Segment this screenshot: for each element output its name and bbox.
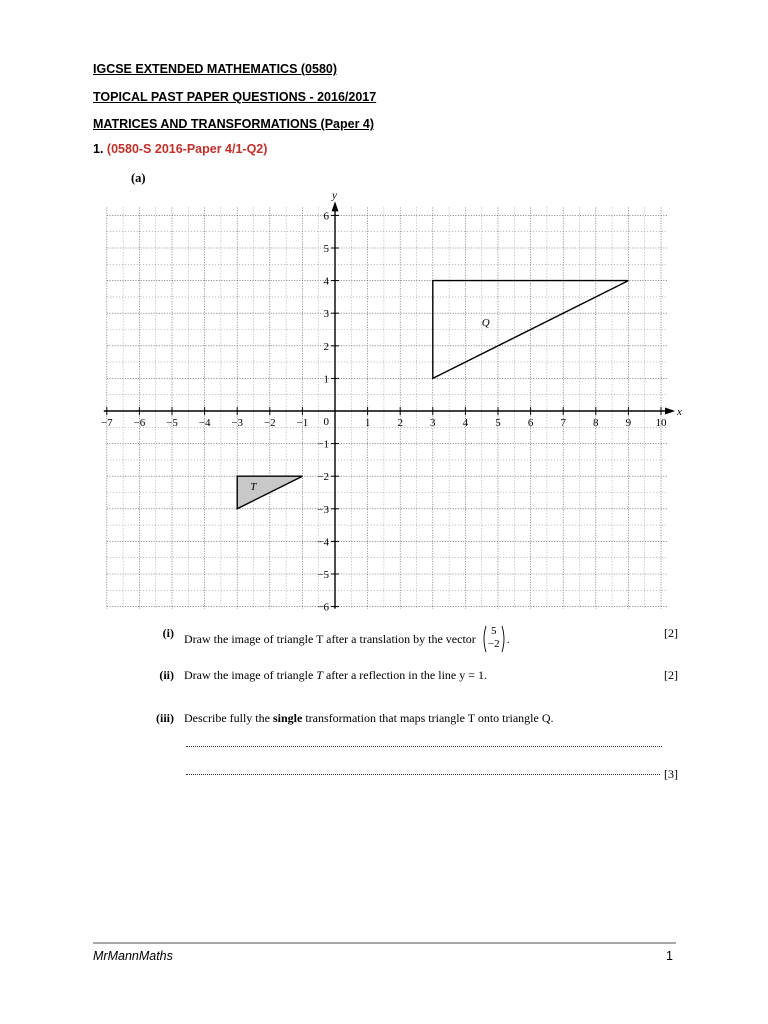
part-ii-equation: y = 1. [459,668,488,682]
y-axis-label: y [332,189,337,202]
part-ii-number: (ii) [159,668,174,682]
footer-divider [93,942,676,944]
vector-top: 5 [491,625,497,637]
part-ii-text-before: Draw the image of triangle [184,668,314,682]
part-i-period: . [506,631,510,646]
origin-label: 0 [323,416,329,428]
part-ii-question [184,668,487,683]
x-tick-label: −6 [133,417,146,429]
question-reference: (0580-S 2016-Paper 4/1-Q2) [106,142,268,156]
x-tick-label: 1 [364,417,371,429]
header-title-line1: IGCSE EXTENDED MATHEMATICS (0580) [93,62,338,76]
x-tick-label: 5 [495,417,501,429]
triangle-t-label: T [250,481,257,494]
question-number: 1. [93,142,104,156]
answer-line-2[interactable] [186,774,660,775]
part-i-marks: [2] [664,626,678,640]
x-tick-label: −4 [198,417,211,429]
y-tick-label: −1 [317,438,329,451]
x-tick-label: 10 [655,417,667,429]
y-tick-label: −6 [317,601,329,614]
footer-page-number: 1 [666,949,673,963]
header-title-line3: MATRICES AND TRANSFORMATIONS (Paper 4) [93,117,375,131]
x-tick-label: −5 [166,417,178,429]
x-tick-label: −3 [231,417,244,429]
x-tick-label: 3 [430,417,436,429]
y-tick-label: 6 [323,210,329,223]
triangle-q-label: Q [481,317,490,330]
part-i-text: Draw the image of triangle T after a translation by the vector [184,631,476,646]
part-ii-text-after: after a reflection in the line [325,668,457,682]
x-tick-label: 7 [560,417,566,429]
y-tick-label: 4 [323,275,329,288]
part-a-label: (a) [131,171,146,185]
y-tick-label: −5 [317,569,329,581]
x-tick-label: 4 [462,417,469,429]
x-tick-label: 6 [527,417,534,429]
footer-author: MrMannMaths [93,949,173,963]
x-tick-label: −2 [263,417,276,429]
y-tick-label: −2 [317,471,329,484]
x-axis-label: x [677,406,682,418]
y-tick-label: 1 [323,373,329,386]
translation-vector [481,625,507,653]
x-tick-label: 2 [397,417,403,429]
part-ii-marks: [2] [664,668,678,682]
y-tick-label: −3 [317,503,329,516]
part-iii-marks: [3] [664,767,678,781]
part-iii-text-after: transformation that maps triangle T onto triangle Q. [305,711,554,725]
x-tick-label: −7 [100,417,113,429]
x-tick-label: 9 [625,417,632,429]
part-iii-bold-word: single [272,711,303,725]
vector-bottom: −2 [487,638,500,650]
part-i-number: (i) [162,626,174,640]
y-axis-arrow [332,201,339,211]
y-tick-label: −4 [317,536,329,549]
y-tick-label: 3 [323,308,329,321]
part-i-question [184,626,510,654]
part-iii-text-before: Describe fully the [184,711,270,725]
answer-line-1[interactable] [186,746,662,747]
part-iii-number: (iii) [156,711,174,725]
part-ii-triangle-var: T [316,668,323,682]
y-tick-label: 2 [323,340,329,353]
part-iii-question [184,711,553,726]
header-title-line2: TOPICAL PAST PAPER QUESTIONS - 2016/2017 [93,90,377,104]
y-tick-label: 5 [323,243,329,255]
x-axis-arrow [665,408,675,415]
x-tick-label: 8 [593,417,599,429]
x-tick-label: −1 [296,417,309,429]
